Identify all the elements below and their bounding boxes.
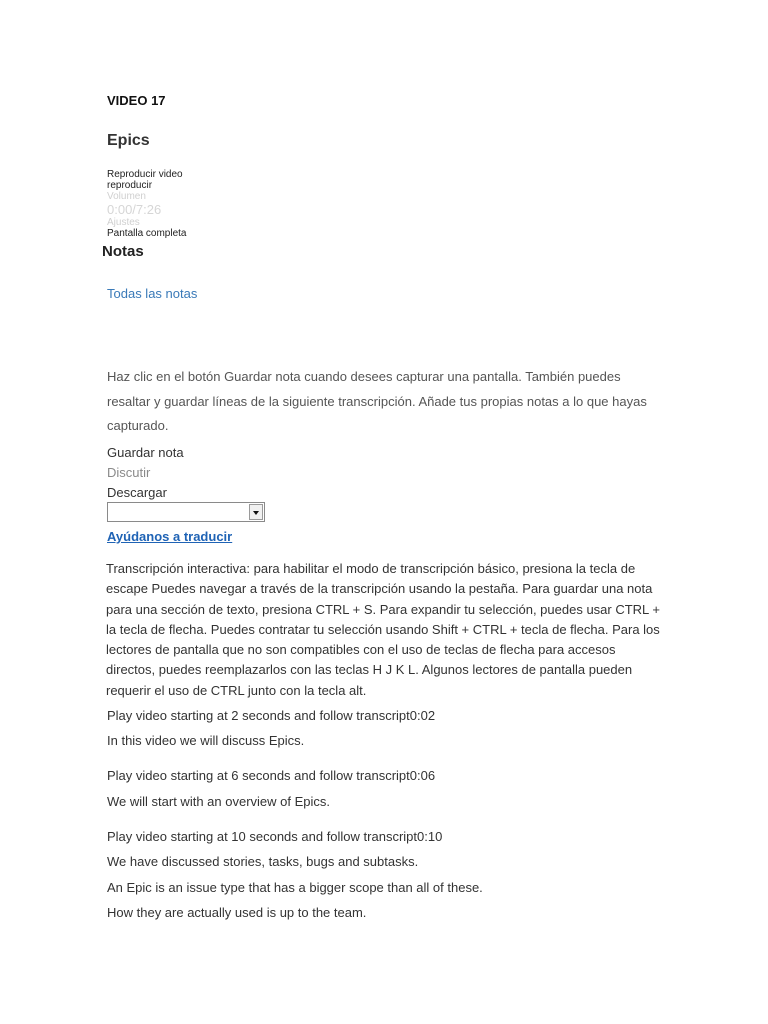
fullscreen-button[interactable]: Pantalla completa	[107, 228, 187, 239]
transcript-line[interactable]: In this video we will discuss Epics.	[107, 733, 305, 748]
transcript-play-link[interactable]: Play video starting at 6 seconds and follow transcript0:06	[107, 768, 436, 783]
chevron-down-icon[interactable]	[249, 504, 263, 520]
help-translate-link[interactable]: Ayúdanos a traducir	[107, 529, 233, 544]
download-button[interactable]: Descargar	[107, 485, 167, 500]
transcript-line[interactable]: An Epic is an issue type that has a bigger scope than all of these.	[107, 880, 483, 895]
language-select[interactable]	[107, 502, 265, 522]
volume-control[interactable]: Volumen	[107, 191, 146, 202]
transcript-instructions: Transcripción interactiva: para habilitar el modo de transcripción básico, presiona la tecla de escape Puedes navegar a través de la transcripción usando la pestaña. Para guardar una nota para una sección de texto, presiona CTRL + S. Para expandir tu selección, puedes usar CTRL + la tecla de flecha. Puedes contratar tu selección usando Shift + CTRL + tecla de flecha. Para los lectores de pantalla que no son compatibles con el uso de teclas de flecha para accesos directos, puedes reemplazarlos con las teclas H J K L. Algunos lectores de pantalla pueden requerir el uso de CTRL junto con la tecla alt.	[106, 561, 661, 698]
video-player-controls	[107, 169, 187, 239]
play-button[interactable]: reproducir	[107, 180, 153, 191]
lesson-title: Epics	[107, 132, 150, 149]
transcript-line[interactable]: We will start with an overview of Epics.	[107, 794, 330, 809]
notes-instructions: Haz clic en el botón Guardar nota cuando desees capturar una pantalla. También puedes resaltar y guardar líneas de la siguiente transcripción. Añade tus propias notas a lo que hayas capturado.	[107, 369, 647, 433]
notes-heading: Notas	[102, 243, 144, 260]
transcript-line[interactable]: We have discussed stories, tasks, bugs and subtasks.	[107, 854, 419, 869]
transcript-play-link[interactable]: Play video starting at 2 seconds and follow transcript0:02	[107, 708, 436, 723]
transcript-play-link[interactable]: Play video starting at 10 seconds and follow transcript0:10	[107, 829, 443, 844]
play-video-button[interactable]: Reproducir video	[107, 169, 183, 180]
settings-button[interactable]: Ajustes	[107, 217, 140, 228]
transcript-line[interactable]: How they are actually used is up to the team.	[107, 905, 367, 920]
discuss-button[interactable]: Discutir	[107, 465, 151, 480]
document-title: VIDEO 17	[107, 93, 166, 108]
all-notes-link[interactable]: Todas las notas	[107, 286, 198, 301]
save-note-button[interactable]: Guardar nota	[107, 445, 184, 460]
time-display: 0:00/7:26	[107, 202, 162, 217]
